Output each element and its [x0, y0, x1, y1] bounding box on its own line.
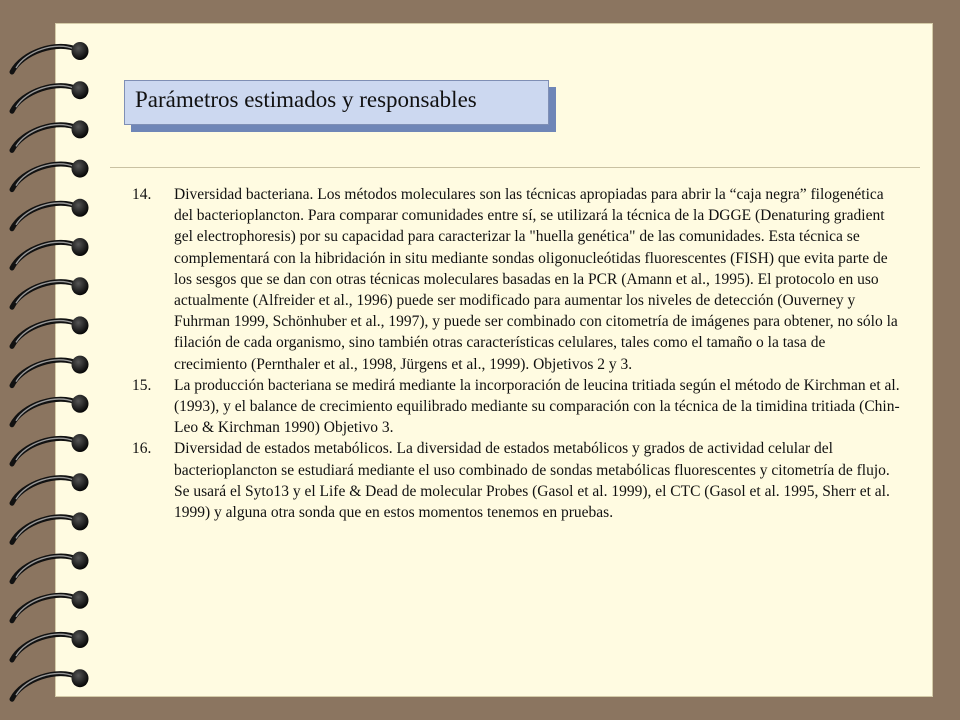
spiral-ring-icon [12, 395, 89, 425]
item-number: 16. [132, 440, 152, 458]
divider-line [110, 167, 920, 168]
list-item [132, 184, 902, 375]
spiral-ring-icon [12, 120, 89, 150]
spiral-ring-icon [12, 669, 89, 699]
spiral-ring-icon [12, 160, 89, 190]
spiral-ring-icon [12, 591, 89, 621]
spiral-ring-icon [12, 356, 89, 386]
spiral-ring-icon [12, 316, 89, 346]
spiral-ring-icon [12, 512, 89, 542]
numbered-list [132, 184, 902, 523]
slide-title: Parámetros estimados y responsables [135, 87, 477, 112]
item-text: Diversidad bacteriana. Los métodos moleculares son las técnicas apropiadas para abrir la “caja negra” filogenética del bacterioplancton. Para comparar comunidades entre sí, se utilizará la técnica de la DGGE (Denaturing gradient gel electrophoresis) por su capacidad para caracterizar la "huella genética" de las comunidades. Esta técnica se complementará con la hibridación in situ mediante sondas oligonucleótidas fluorescentes (FISH) que evita parte de los sesgos que se dan con otras técnicas moleculares basadas en la PCR (Amann et al., 1995). El protocolo en uso actualmente (Alfreider et al., 1996) puede ser modificado para aumentar los niveles de detección (Ouverney y Fuhrman 1999, Schönhuber et al., 1997), y puede ser combinado con citometría de imágenes para obtener, no sólo la filación de cada organismo, sino también otras características celulares, tales como el tamaño o la tasa de crecimiento (Pernthaler et al., 1998, Jürgens et al., 1999). Objetivos 2 y 3. [174, 186, 898, 373]
item-number: 15. [132, 376, 152, 394]
spiral-ring-icon [12, 473, 89, 503]
item-text: La producción bacteriana se medirá mediante la incorporación de leucina tritiada según el método de Kirchman et al. (1993), y el balance de crecimiento equilibrado mediante su comparación con la técnica de la timidina tritiada (Chin-Leo & Kirchman 1990) Objetivo 3. [174, 376, 900, 437]
spiral-ring-icon [12, 277, 89, 307]
list-item [132, 375, 902, 439]
title-box [124, 80, 549, 125]
spiral-ring-icon [12, 434, 89, 464]
spiral-ring-icon [12, 42, 89, 72]
spiral-binding-icon [0, 0, 110, 720]
spiral-ring-icon [12, 630, 89, 660]
spiral-ring-icon [12, 81, 89, 111]
list-item [132, 438, 902, 523]
spiral-ring-icon [12, 238, 89, 268]
spiral-ring-icon [12, 552, 89, 582]
item-text: Diversidad de estados metabólicos. La diversidad de estados metabólicos y grados de actividad celular del bacterioplancton se estudiará mediante el uso combinado de sondas metabólicas fluorescentes y citometría de flujo. Se usará el Syto13 y el Life & Dead de molecular Probes (Gasol et al. 1999), el CTC (Gasol et al. 1995, Sherr et al. 1999) y alguna otra sonda que en estos momentos tenemos en pruebas. [174, 440, 890, 522]
item-number: 14. [132, 186, 152, 203]
spiral-ring-icon [12, 199, 89, 229]
